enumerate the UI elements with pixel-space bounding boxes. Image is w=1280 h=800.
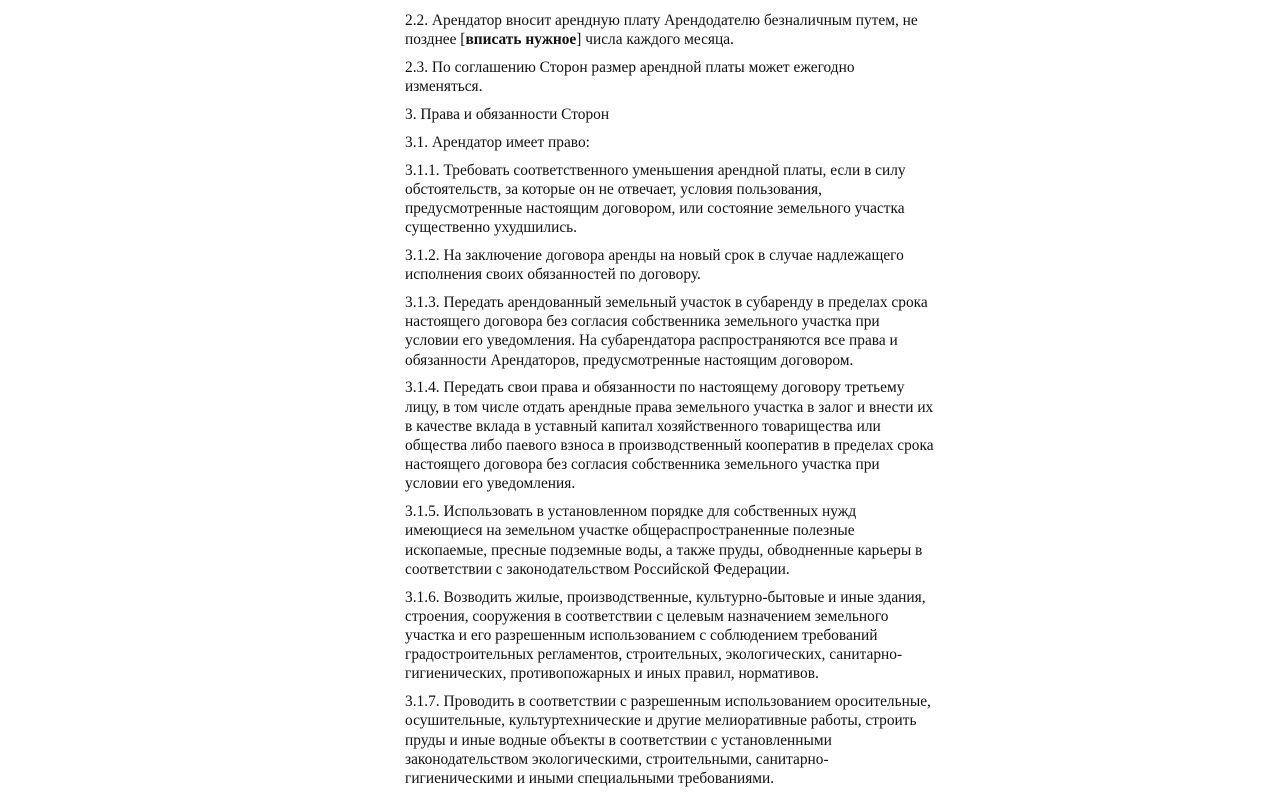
clause-2-3: 2.3. По соглашению Сторон размер арендной платы может ежегодно изменяться. — [405, 59, 855, 96]
document-body — [405, 11, 935, 797]
clause-2-2-placeholder: вписать нужное — [465, 31, 577, 49]
clause-2-2-text-before: 2.2. Арендатор вносит арендную плату Арендодателю безналичным путем, не позднее [ — [405, 12, 918, 49]
clause-3-1: 3.1. Арендатор имеет право: — [405, 133, 590, 151]
clause-3-1-4: 3.1.4. Передать свои права и обязанности по настоящему договору третьему лицу, в том числе отдать арендные права земельного участка в залог и внести их в качестве вклада в уставный капитал хозяйственного товарищества или общества либо паевого взноса в производственный кооператив в пределах срока настоящего договора без согласия собственника земельного участка при условии его уведомления. — [405, 379, 934, 493]
clause-3-1-3: 3.1.3. Передать арендованный земельный участок в субаренду в пределах срока настоящего договора без согласия собственника земельного участка при условии его уведомления. На субарендатора распространяются все права и обязанности Арендаторов, предусмотренные настоящим договором. — [405, 294, 928, 369]
clause-2-2-text-after: ] числа каждого месяца. — [576, 31, 734, 49]
clause-3-1-7: 3.1.7. Проводить в соответствии с разрешенным использованием оросительные, осушительные, культуртехнические и другие мелиоративные работы, строить пруды и иные водные объекты в соответствии с установленными законодательством экологическими, строительными, санитарно-гигиеническими и иными специальными требованиями. — [405, 693, 931, 788]
clause-3-1-1: 3.1.1. Требовать соответственного уменьшения арендной платы, если в силу обстоятельств, за которые он не отвечает, условия пользования, предусмотренные настоящим договором, или состояние земельного участка существенно ухудшились. — [405, 161, 906, 237]
section-3-heading: 3. Права и обязанности Сторон — [405, 106, 610, 123]
clause-3-1-5: 3.1.5. Использовать в установленном порядке для собственных нужд имеющиеся на земельном участке общераспространенные полезные ископаемые, пресные подземные воды, а также пруды, обводненные карьеры в соответствии с законодательством Российской Федерации. — [405, 503, 923, 578]
clause-2-2 — [405, 11, 935, 49]
clause-3-1-6: 3.1.6. Возводить жилые, производственные, культурно-бытовые и иные здания, строения, сооружения в соответствии с целевым назначением земельного участка и его разрешенным использованием с соблюдением требований градостроительных регламентов, строительных, экологических, санитарно-гигиенических, противопожарных и иных правил, нормативов. — [405, 588, 926, 683]
clause-3-1-2: 3.1.2. На заключение договора аренды на новый срок в случае надлежащего исполнения своих обязанностей по договору. — [405, 247, 904, 284]
